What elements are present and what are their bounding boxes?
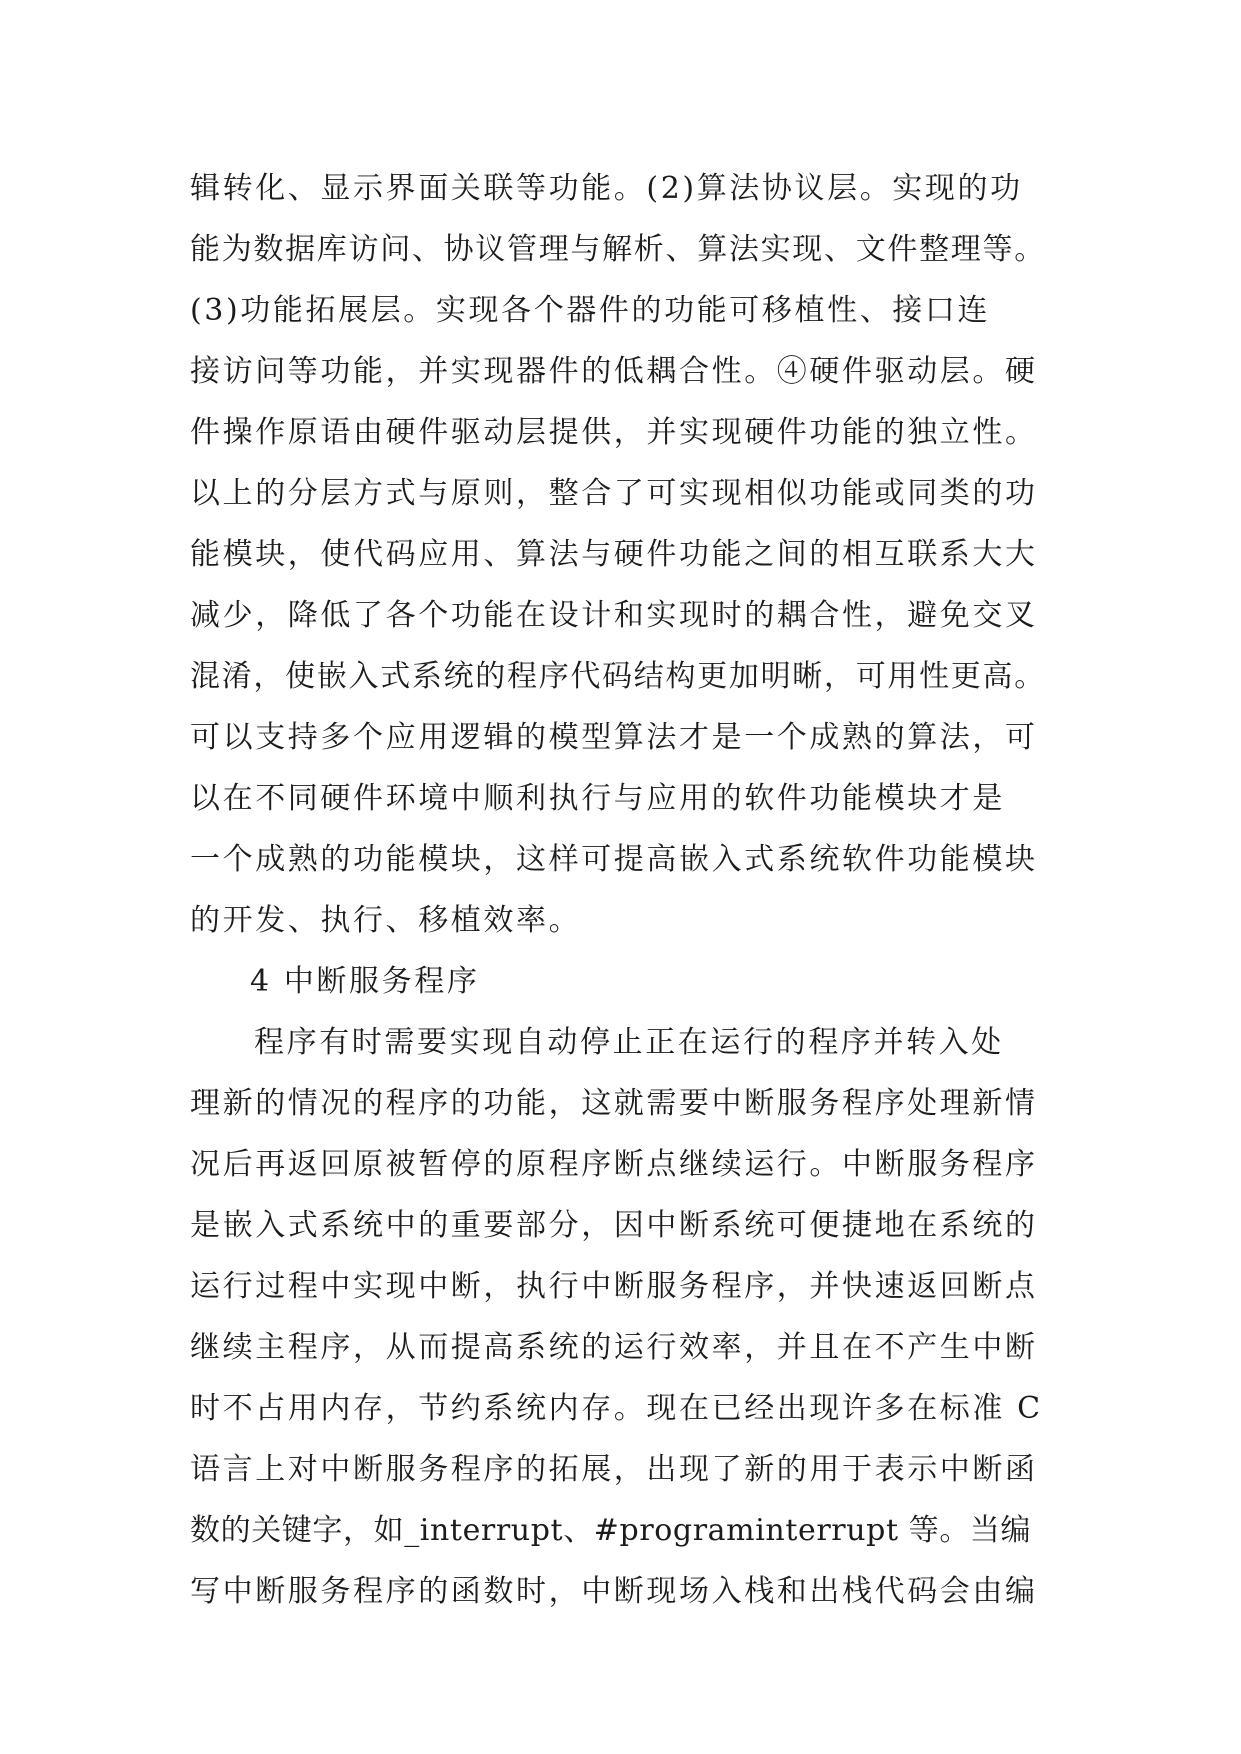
text-line: 时不占用内存，节约系统内存。现在已经出现许多在标准 C xyxy=(190,1391,1043,1426)
text-line: 理新的情况的程序的功能，这就需要中断服务程序处理新情 xyxy=(190,1086,1038,1121)
text-line: (3)功能拓展层。实现各个器件的功能可移植性、接口连 xyxy=(190,293,991,328)
body-text xyxy=(190,158,1050,1622)
text-line: 接访问等功能，并实现器件的低耦合性。④硬件驱动层。硬 xyxy=(190,354,1038,389)
section-heading: 4 中断服务程序 xyxy=(250,964,480,999)
text-line: 数的关键字，如_interrupt、#programinterrupt 等。当编 xyxy=(190,1513,1032,1548)
text-line: 以上的分层方式与原则，整合了可实现相似功能或同类的功 xyxy=(190,476,1038,511)
text-line: 能为数据库访问、协议管理与解析、算法实现、文件整理等。 xyxy=(190,232,1046,267)
text-line: 能模块，使代码应用、算法与硬件功能之间的相互联系大大 xyxy=(190,537,1038,572)
text-line: 一个成熟的功能模块，这样可提高嵌入式系统软件功能模块 xyxy=(190,842,1038,877)
text-line: 的开发、执行、移植效率。 xyxy=(190,903,582,938)
paragraph-first-line: 程序有时需要实现自动停止正在运行的程序并转入处 xyxy=(254,1025,1004,1060)
text-line: 运行过程中实现中断，执行中断服务程序，并快速返回断点 xyxy=(190,1269,1038,1304)
text-line: 况后再返回原被暂停的原程序断点继续运行。中断服务程序 xyxy=(190,1147,1038,1182)
text-line: 以在不同硬件环境中顺利执行与应用的软件功能模块才是 xyxy=(190,781,1005,816)
text-line: 继续主程序，从而提高系统的运行效率，并且在不产生中断 xyxy=(190,1330,1038,1365)
text-line: 件操作原语由硬件驱动层提供，并实现硬件功能的独立性。 xyxy=(190,415,1038,450)
text-line: 混淆，使嵌入式系统的程序代码结构更加明晰，可用性更高。 xyxy=(190,659,1046,694)
text-line: 可以支持多个应用逻辑的模型算法才是一个成熟的算法，可 xyxy=(190,720,1038,755)
text-line: 减少，降低了各个功能在设计和实现时的耦合性，避免交叉 xyxy=(190,598,1038,633)
text-line: 语言上对中断服务程序的拓展，出现了新的用于表示中断函 xyxy=(190,1452,1038,1487)
text-line: 是嵌入式系统中的重要部分，因中断系统可便捷地在系统的 xyxy=(190,1208,1038,1243)
text-line: 写中断服务程序的函数时，中断现场入栈和出栈代码会由编 xyxy=(190,1574,1038,1609)
text-line: 辑转化、显示界面关联等功能。(2)算法协议层。实现的功 xyxy=(190,171,1023,206)
